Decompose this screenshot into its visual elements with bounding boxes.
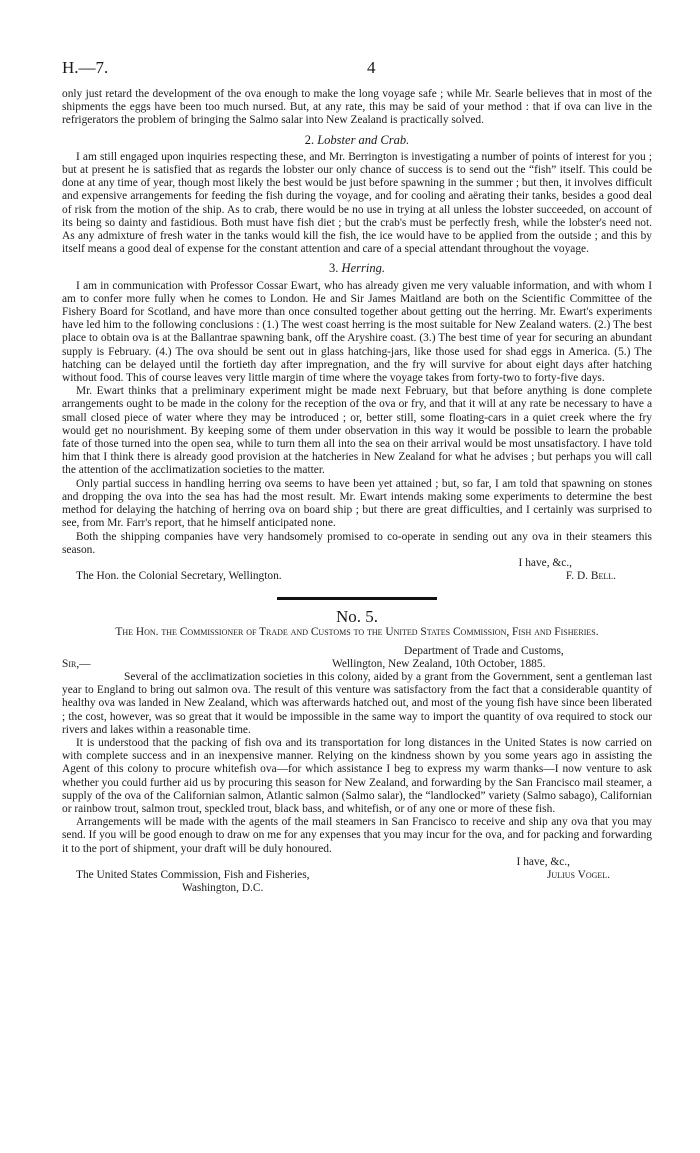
closing-text: I have, &c., (518, 556, 572, 569)
letter-paragraph-1: Several of the acclimatization societies in this colony, aided by a grant from the Government, sent a gentleman last year to England to bring out salmon ova. The result of this venture was satisfactory from the fact that a considerable quantity of healthy ova was landed in New Zealand, which was afterwards hatched out, and most of the young fish have since been liberated ; the cost, however, was so great that it would be impossible in the same way to import the quantity of ova required to stock our rivers and lakes within a reasonable time. (62, 670, 652, 736)
section-divider (277, 597, 437, 600)
herring-paragraph-4: Both the shipping companies have very handsomely promised to co-operate in sending out any ova in their steamers this season. (62, 530, 652, 556)
document-reference: H.—7. (62, 58, 109, 77)
letter-paragraph-3: Arrangements will be made with the agents of the mail steamers in San Francisco to receive and ship any ova that you may send. If you will be good enough to draw on me for any expenses that you may incur for the ova, and for packing and forwarding it to the port of shipment, your draft will be duly honoured. (62, 816, 652, 855)
letter-signature-row (62, 869, 652, 882)
section-number: 2. (304, 132, 315, 147)
signoff-signature-row (62, 570, 652, 583)
herring-paragraph-1: I am in communication with Professor Cossar Ewart, who has already given me very valuable information, and with whom I am to confer more fully when he comes to London. He and Sir James Maitland are both on the Scientific Committee of the Fishery Board for Scotland, and have more than once consulted together about getting out the herring. Mr. Ewart's experiments have led him to the following conclusions : (1.) The west coast herring is the most suitable for New Zealand waters. (2.) The best place to obtain ova is at the Ballantrae spawning bank, off the Aryshire coast. (3.) The best time of year for securing an abundant supply is February. (4.) The ova should be sent out in glass hatching-jars, like those used for shad eggs in America. (5.) The hatching can be delayed until the fortieth day after impregnation, and the fry will survive for about eight days after hatching without food. This of course leaves very little margin of time where the voyage takes from forty-two to forty-five days. (62, 279, 652, 385)
intro-paragraph: only just retard the development of the ova enough to make the long voyage safe ; while Mr. Searle believes that in most of the shipments the eggs have been too much nursed. But, at any rate, this may be said of your method : that if ova can live in the refrigerators the problem of bringing the Salmo salar into New Zealand is practically solved. (62, 88, 652, 127)
letter-number: No. 5. (335, 607, 379, 627)
letter-address-line: The Hon. the Commissioner of Trade and Customs to the United States Commission, Fish and Fisheries. (115, 625, 599, 638)
section-title: Lobster and Crab. (317, 132, 410, 147)
addressee: The United States Commission, Fish and Fisheries, (76, 868, 310, 881)
signature: F. D. Bell. (565, 570, 616, 583)
letter-paragraph-2: It is understood that the packing of fish ova and its transportation for long distances in the United States is now carried on with complete success and in an inexpensive manner. Relying on the kindness shown by you some years ago in assisting the Agent of this colony to procure whitefish ova—for which assistance I beg to express my warm thanks—I now venture to ask whether you could further aid us by procuring this season for New Zealand, and forwarding by the San Francisco mail steamer, a supply of the ova of the Californian salmon, Atlantic salmon (Salmo salar), the “landlocked” variety (Salmo sabago), Californian or rainbow trout, salmon trout, speckled trout, black bass, and whitefish, or of any one or more of these fish. (62, 736, 652, 815)
section-title: Herring. (341, 261, 385, 276)
herring-paragraph-3: Only partial success in handling herring ova seems to have been yet attained ; but, so far, I am told that spawning on stones and dropping the ova into the sea has had the most result. Mr. Ewart intends making some experiments to determine the best method for delaying the hatching of herring ova on board ship ; but there are great difficulties, and I certainly was surprised to see, from Mr. Farr's report, that he himself anticipated none. (62, 477, 652, 530)
salutation: Sir,— (62, 657, 91, 670)
department-line: Department of Trade and Customs, (404, 644, 564, 657)
closing-text: I have, &c., (516, 855, 570, 868)
salutation-row (62, 658, 652, 671)
addressee-city: Washington, D.C. (182, 882, 264, 895)
section-heading-lobster (62, 134, 652, 147)
lobster-paragraph: I am still engaged upon inquiries respecting these, and Mr. Berrington is investigating a number of points of interest for you ; but at present he is satisfied that as regards the lobster our only chance of success is to send out the “fish” itself. This could be done at any time of year, though most likely the best would be just before spawning in the summer ; but then, it involves difficult and expensive arrangements for feeding the fish during the voyage, and for cooling and aërating their tanks, besides a good deal of risk from the motion of the ship. As to crab, there would be no use in trying at all unless the lobster succeeded, on account of its being so dainty and fastidious. Both must have fish diet ; but the crab's must be perfectly fresh, while the lobster's need not. As any admixture of fresh water in the tanks would kill the fish, the ice would have to be applied from the outside ; and this by itself means a good deal of expense for the constant attention and care of a special attendant throughout the voyage. (62, 150, 652, 256)
section-number: 3. (329, 261, 339, 276)
section-heading-herring (62, 262, 652, 275)
signature: Julius Vogel. (546, 868, 610, 881)
place-date: Wellington, New Zealand, 10th October, 1885. (332, 657, 546, 670)
herring-paragraph-2: Mr. Ewart thinks that a preliminary experiment might be made next February, but that before anything is done complete arrangements ought to be made in the colony for the reception of the ova or fry, and that it will at any rate be necessary to have a small closed piece of water where they may be introduced ; or, better still, some floating-cars in a quiet creek where the fry would get no nourishment. By keeping some of them under observation in this way it would be possible to learn the probable fate of those turned into the open sea, while to turn them all into the sea on their arrival would be most unsatisfactory. I have told him that I think there is already good provision at the hatcheries in New Zealand for what he advises ; but perhaps you will call the attention of the acclimatization societies to the matter. (62, 385, 652, 477)
addressee: The Hon. the Colonial Secretary, Wellington. (76, 570, 282, 583)
letter-closing-row (62, 856, 652, 869)
page-number: 4 (367, 58, 376, 77)
signoff-closing-row (62, 557, 652, 570)
page-header (62, 58, 652, 80)
document-body (62, 88, 652, 895)
